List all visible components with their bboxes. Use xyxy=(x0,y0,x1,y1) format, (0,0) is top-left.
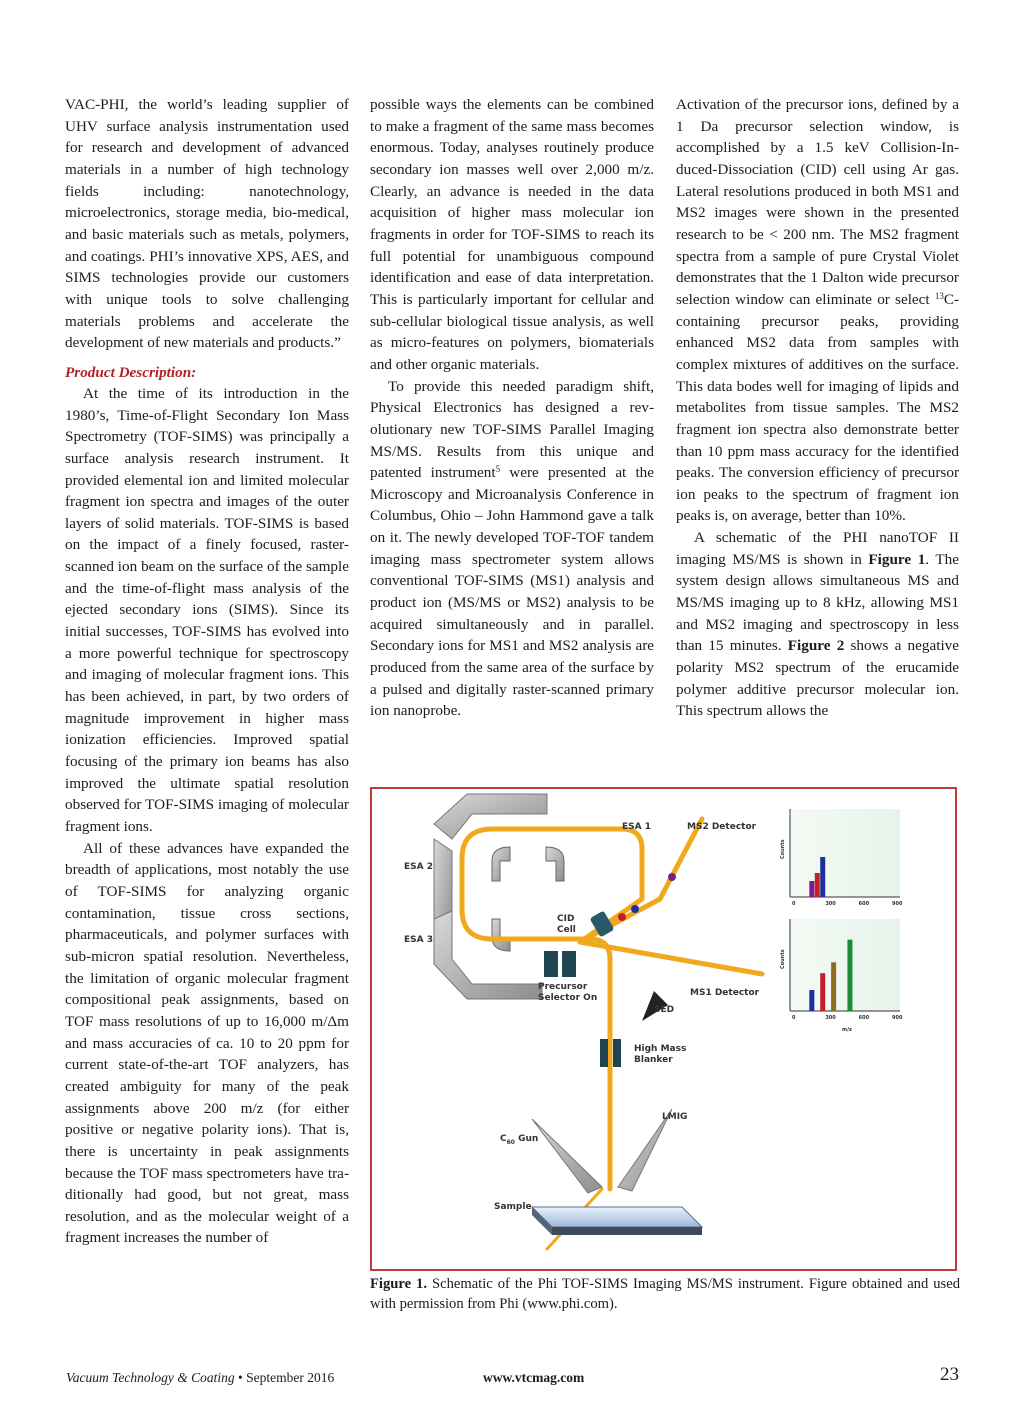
spectrum-peak-bar xyxy=(847,940,852,1011)
cid-label: CID xyxy=(557,914,575,924)
axis-tick-label: 0 xyxy=(792,1015,796,1021)
lmig-label: LMIG xyxy=(662,1112,688,1122)
figure-reference: Figure 2 xyxy=(787,637,845,655)
section-heading: Product Description: xyxy=(65,363,197,381)
precursor-label: Precursor xyxy=(538,982,588,992)
isotope-superscript: 13 xyxy=(934,290,944,301)
esa1-label: ESA 1 xyxy=(622,822,651,832)
paragraph: All of these advances have expanded the breadth of applications, most notably the use of TOF-SIMS for analyzing organic contamination, tissue cross sections, pharmaceuticals, and polymer surfaces with sub-micron spatial resolution. Nevertheless, the limitation of organic molecular fragment compositional peak assignments, based on TOF mass resolutions of up to 16,000 m/Δm and mass accuracies of ca. 10 to 20 ppm for current state-of-the-art TOF analyzers, has created ambiguity for many of the peak assignments above 200 m/z (for either positive or negative polarity ions). That is, there is uncertainty in peak assignments because the TOF mass spectrometers have traditionally had good, but not great, mass resolution, and as the molecular weight of a fragment increases the number of xyxy=(65,839,349,1247)
ion-marker xyxy=(631,905,639,913)
blanker-label-1: High Mass xyxy=(634,1044,687,1054)
esa-bottom-electrode xyxy=(434,911,542,999)
esa3-label: ESA 3 xyxy=(404,935,433,945)
axis-tick-label: 300 xyxy=(825,901,836,907)
figure-reference: Figure 1 xyxy=(868,550,926,568)
figure-caption xyxy=(370,1274,960,1314)
text-column-1 xyxy=(65,94,349,1249)
ion-marker xyxy=(618,913,626,921)
text-run: To provide this needed paradigm shift, Physical Electronics has designed a revolutionary new TOF-SIMS Parallel Imaging MS/MS. Results from this unique and patented instrument xyxy=(370,377,654,482)
caption-label: Figure 1. xyxy=(370,1276,427,1292)
chart-background xyxy=(790,919,900,1011)
axis-tick-label: 0 xyxy=(792,901,796,907)
c60-gun xyxy=(532,1119,602,1193)
c60-label-sub: 60 xyxy=(506,1139,515,1146)
ms1-spectrum-chart xyxy=(790,919,903,1021)
caption-text: Schematic of the Phi TOF-SIMS Imaging MS/MS instrument. Figure obtained and used with permission from Phi (www.phi.com). xyxy=(370,1276,961,1312)
paragraph: possible ways the elements can be combined to make a fragment of the same mass becomes enormous. Today, analyses routinely produce secondary ion masses well over 2,000 m/z. Clearly, an advance is needed in the data acquisition of higher mass molecular ion fragments in order for TOF-SIMS to reach its full potential for unambiguous compound identification and ease of data interpretation. This is particularly important for cellular and sub-cellular biological tissue analysis, as well as micro-features on polymers, biomaterials and other organic materials. xyxy=(370,96,654,373)
spectrum-peak-bar xyxy=(820,857,825,897)
spectrum-peak-bar xyxy=(809,990,814,1011)
precursor-selector-plate xyxy=(562,951,576,977)
page-number: 23 xyxy=(940,1364,959,1385)
text-run: C-containing precursor peaks, providing enhanced MS2 data from samples with complex mixtures of additives on the surface. This data bodes well for imaging of lipids and metabolites from tissue samples. The MS2 fragment ion spectra also demonstrate better than 10 ppm mass accuracy for the identified peaks. The conversion efficiency of precursor ion peaks to the spectrum of fragment ion peaks is, on average, better than 10%. xyxy=(676,290,959,525)
esa-inner-electrode-1 xyxy=(492,847,510,881)
paragraph xyxy=(370,376,654,723)
axis-tick-label: 600 xyxy=(858,1015,870,1021)
text-run: shows a negative polarity MS2 spectrum of the erucamide polymer additive precursor molecular ion. This spectrum allows the xyxy=(676,637,959,720)
reference-superscript: 5 xyxy=(495,464,501,475)
ms2-detector-label: MS2 Detector xyxy=(687,822,757,832)
text-run: A schematic of the PHI nanoTOF II imaging MS/MS is shown in xyxy=(676,529,959,568)
axis-tick-label: 900 xyxy=(892,901,903,907)
esa2-label: ESA 2 xyxy=(404,862,433,872)
figure-1 xyxy=(370,787,957,1271)
paragraph xyxy=(676,527,959,722)
selector-label: Selector On xyxy=(538,993,598,1003)
spectrum-peak-bar xyxy=(820,973,825,1011)
esa-inner-electrode-3 xyxy=(492,919,510,951)
sample-label: Sample xyxy=(494,1202,532,1212)
spectrum-peak-bar xyxy=(809,881,814,897)
blanker-label-2: Blanker xyxy=(634,1055,673,1065)
ms1-detector-label: MS1 Detector xyxy=(690,988,760,998)
blanker-plate xyxy=(600,1039,608,1067)
c60-gun-label xyxy=(500,1134,538,1146)
spectrum-peak-bar xyxy=(831,962,836,1011)
text-run: Activation of the precursor ions, defined by a 1 Da precursor selection window, is accomplished by a 1.5 keV Collision-Induced-Dissociation (CID) cell using Ar gas. Lateral resolutions produced in both MS1 and MS2 images were shown in the presented research to be < 200 nm. The MS2 fragment spectra from a sample of pure Crystal Violet demonstrates that the 1 Dalton wide precursor selection window can eliminate or select xyxy=(676,96,959,308)
paragraph: At the time of its introduction in the 1980’s, Time-of-Flight Secondary Ion Mass Spectrometry (TOF-SIMS) was principally a surface analysis research instrument. It provided elemental ion and limited molecular fragment ion spectra and images of the outer layers of solid materials. TOF-SIMS is based on the impact of a finely focused, raster-scanned ion beam on the surface of the sample and the time-of-flight mass analysis of the ejected secondary ions (SIMS). Since its initial successes, TOF-SIMS has evolved into a more powerful technique for spectroscopy and imaging of molecular fragment ions. This has been achieved, in part, by two orders of magnitude improvement in higher mass ionization efficiencies. Improved spatial focusing of the primary ion beams has also improved the ultimate spatial resolution observed for TOF-SIMS imaging of molecular fragment ions. xyxy=(65,384,349,835)
text-run: were presented at the Microscopy and Microanalysis Conference in Columbus, Ohio – John Hammond gave a talk on it. The newly developed TOF-TOF tandem imaging mass spectrometer system allows conventional TOF-SIMS (MS1) analysis and product ion (MS/MS or MS2) analysis to be acquired simultaneously and in parallel. Secondary ions for MS1 and MS2 analysis are produced from the same area of the surface by a pulsed and digitally raster-scanned primary ion nanoprobe. xyxy=(370,464,655,720)
ion-beam-path xyxy=(462,819,762,1249)
paragraph xyxy=(676,94,959,527)
footer-website: www.vtcmag.com xyxy=(483,1370,585,1385)
spectrum-peak-bar xyxy=(815,873,820,897)
mz-label: m/z xyxy=(842,1027,852,1033)
esa-inner-electrode-2 xyxy=(546,847,564,881)
c60-label-c: C xyxy=(500,1134,507,1144)
precursor-selector-plate xyxy=(544,951,558,977)
text-run: . The system design allows simultaneous MS and MS/MS imaging up to 8 kHz, allowing MS1 and MS2 imaging and spectroscopy in less than 15 minutes. xyxy=(676,550,960,655)
sample-plate xyxy=(532,1207,702,1227)
text-column-2 xyxy=(370,94,654,722)
ion-marker xyxy=(668,873,676,881)
paragraph: VAC-PHI, the world’s leading supplier of UHV surface analysis instrumentation used for research and development of advanced materials in a number of high technology fields including: nanotechnology, microelectronics, storage media, bio-medical, and basic materials such as metals, polymers, and coatings. PHI’s innovative XPS, AES, and SIMS technologies provide our customers with unique tools to solve challenging materials problems and accelerate the development of new materials and products.” xyxy=(65,96,349,352)
ms2-spectrum-chart xyxy=(790,809,903,907)
axis-tick-label: 600 xyxy=(858,901,870,907)
c60-label-gun: Gun xyxy=(514,1134,539,1144)
counts-label-top: Counts xyxy=(780,839,786,859)
sample-base xyxy=(552,1227,702,1235)
text-column-3 xyxy=(676,94,959,722)
counts-label-bottom: Counts xyxy=(780,949,786,969)
instrument-schematic xyxy=(372,789,955,1269)
sed-label: SED xyxy=(654,1005,675,1015)
footer-journal xyxy=(66,1370,334,1386)
chart-background xyxy=(790,809,900,897)
issue-date: September 2016 xyxy=(246,1370,335,1385)
footer-separator: • xyxy=(238,1370,243,1385)
journal-name: Vacuum Technology & Coating xyxy=(66,1370,235,1385)
blanker-plate xyxy=(613,1039,621,1067)
cell-label: Cell xyxy=(557,925,576,935)
axis-tick-label: 900 xyxy=(892,1015,903,1021)
esa-top-electrode xyxy=(434,794,547,839)
axis-tick-label: 300 xyxy=(825,1015,836,1021)
